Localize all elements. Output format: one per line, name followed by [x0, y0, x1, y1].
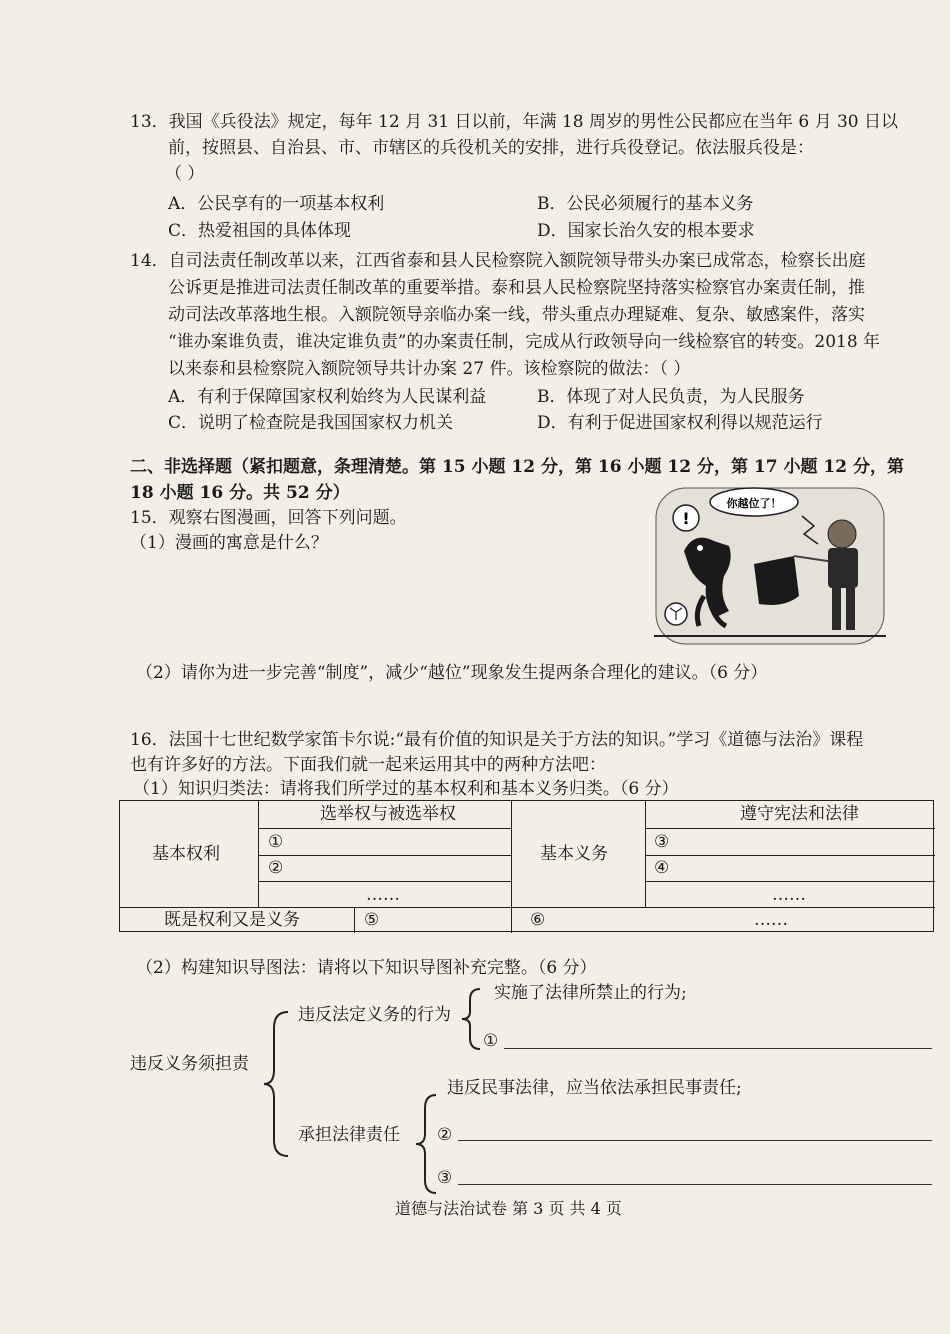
- q14-option-a: A．有利于保障国家权利始终为人民谋利益: [168, 387, 487, 407]
- table-both-more: ……: [754, 910, 788, 930]
- table-rights-blank-1: ①: [268, 832, 284, 852]
- table-rights-label: 基本权利: [152, 844, 220, 864]
- section2-header-line1: 二、非选择题（紧扣题意，条理清楚。第 15 小题 12 分，第 16 小题 12 分，第 17 小题 12 分，第: [130, 457, 904, 477]
- cartoon-speech-text: 你越位了！: [726, 497, 782, 510]
- q13-answer-paren: （ ）: [165, 164, 205, 184]
- q13-option-d: D．国家长治久安的根本要求: [537, 221, 755, 241]
- cartoon-illustration: [654, 486, 886, 646]
- q14-line1: 14．自司法责任制改革以来，江西省泰和县人民检察院入额院领导带头办案已成常态，检察长出庭: [130, 251, 866, 271]
- map-branch1: 违反法定义务的行为: [298, 1005, 451, 1025]
- map-branch2-brace: [414, 1092, 438, 1196]
- map-b2-item1: 违反民事法律，应当依法承担民事责任;: [447, 1078, 742, 1098]
- q16-line1: 16．法国十七世纪数学家笛卡尔说:“最有价值的知识是关于方法的知识。”学习《道德与法治》课程: [130, 730, 864, 750]
- table-both-blank-6: ⑥: [530, 910, 546, 930]
- map-b1-blank-line: [504, 1048, 932, 1049]
- map-root: 违反义务须担责: [130, 1054, 249, 1074]
- map-b2-item3: ③: [437, 1168, 453, 1188]
- map-b1-item2: ①: [483, 1031, 499, 1051]
- table-duties-blank-4: ④: [654, 858, 670, 878]
- table-rights-more: ……: [366, 885, 400, 905]
- q13-option-a: A．公民享有的一项基本权利: [168, 194, 385, 214]
- table-duties-blank-3: ③: [654, 832, 670, 852]
- q14-line3: 动司法改革落地生根。入额院领导亲临办案一线，带头重点办理疑难、复杂、敏感案件，落实: [168, 305, 865, 325]
- table-rights-blank-2: ②: [268, 858, 284, 878]
- q15-sub2: （2）请你为进一步完善“制度”，减少“越位”现象发生提两条合理化的建议。（6 分）: [136, 663, 768, 683]
- cartoon-exclaim-text: !: [682, 509, 690, 528]
- q14-option-b: B．体现了对人民负责，为人民服务: [537, 387, 805, 407]
- map-root-brace: [262, 1008, 292, 1160]
- section2-header-line2: 18 小题 16 分。共 52 分）: [130, 483, 350, 503]
- table-duties-more: ……: [772, 885, 806, 905]
- q14-option-c: C．说明了检查院是我国国家权力机关: [168, 413, 454, 433]
- table-duties-item: 遵守宪法和法律: [740, 804, 859, 824]
- map-b1-item1: 实施了法律所禁止的行为;: [494, 983, 687, 1003]
- q14-option-d: D．有利于促进国家权利得以规范运行: [537, 413, 823, 433]
- q16-sub1: （1）知识归类法：请将我们所学过的基本权利和基本义务归类。（6 分）: [133, 779, 679, 799]
- q14-line5: 以来泰和县检察院入额院领导共计办案 27 件。该检察院的做法：（ ）: [168, 359, 691, 379]
- q13-option-b: B．公民必须履行的基本义务: [537, 194, 754, 214]
- q13-option-c: C．热爱祖国的具体体现: [168, 221, 352, 241]
- rights-duties-table: [119, 800, 934, 932]
- map-branch2: 承担法律责任: [298, 1125, 400, 1145]
- q15-stem: 15．观察右图漫画，回答下列问题。: [130, 508, 407, 528]
- table-both-blank-5: ⑤: [364, 910, 380, 930]
- q16-sub2: （2）构建知识导图法：请将以下知识导图补充完整。（6 分）: [136, 958, 597, 978]
- page-footer: 道德与法治试卷 第 3 页 共 4 页: [395, 1199, 622, 1218]
- table-rights-item: 选举权与被选举权: [320, 804, 456, 824]
- q15-sub1: （1）漫画的寓意是什么？: [130, 533, 328, 553]
- q14-line2: 公诉更是推进司法责任制改革的重要举措。泰和县人民检察院坚持落实检察官办案责任制，推: [168, 278, 865, 298]
- q13-line1: 13．我国《兵役法》规定，每年 12 月 31 日以前，年满 18 周岁的男性公民都应在当年 6 月 30 日以: [130, 112, 899, 132]
- map-branch1-brace: [460, 986, 482, 1052]
- map-b2-item2: ②: [437, 1125, 453, 1145]
- q13-line2: 前，按照县、自治县、市、市辖区的兵役机关的安排，进行兵役登记。依法服兵役是：: [168, 138, 814, 158]
- table-duties-label: 基本义务: [540, 844, 608, 864]
- map-b2-blank-line-3: [458, 1184, 932, 1185]
- map-b2-blank-line-2: [458, 1140, 932, 1141]
- table-both-label: 既是权利又是义务: [164, 910, 300, 930]
- q14-line4: “谁办案谁负责，谁决定谁负责”的办案责任制，完成从行政领导向一线检察官的转变。2018 年: [168, 332, 881, 352]
- q16-line2: 也有许多好的方法。下面我们就一起来运用其中的两种方法吧：: [130, 755, 606, 775]
